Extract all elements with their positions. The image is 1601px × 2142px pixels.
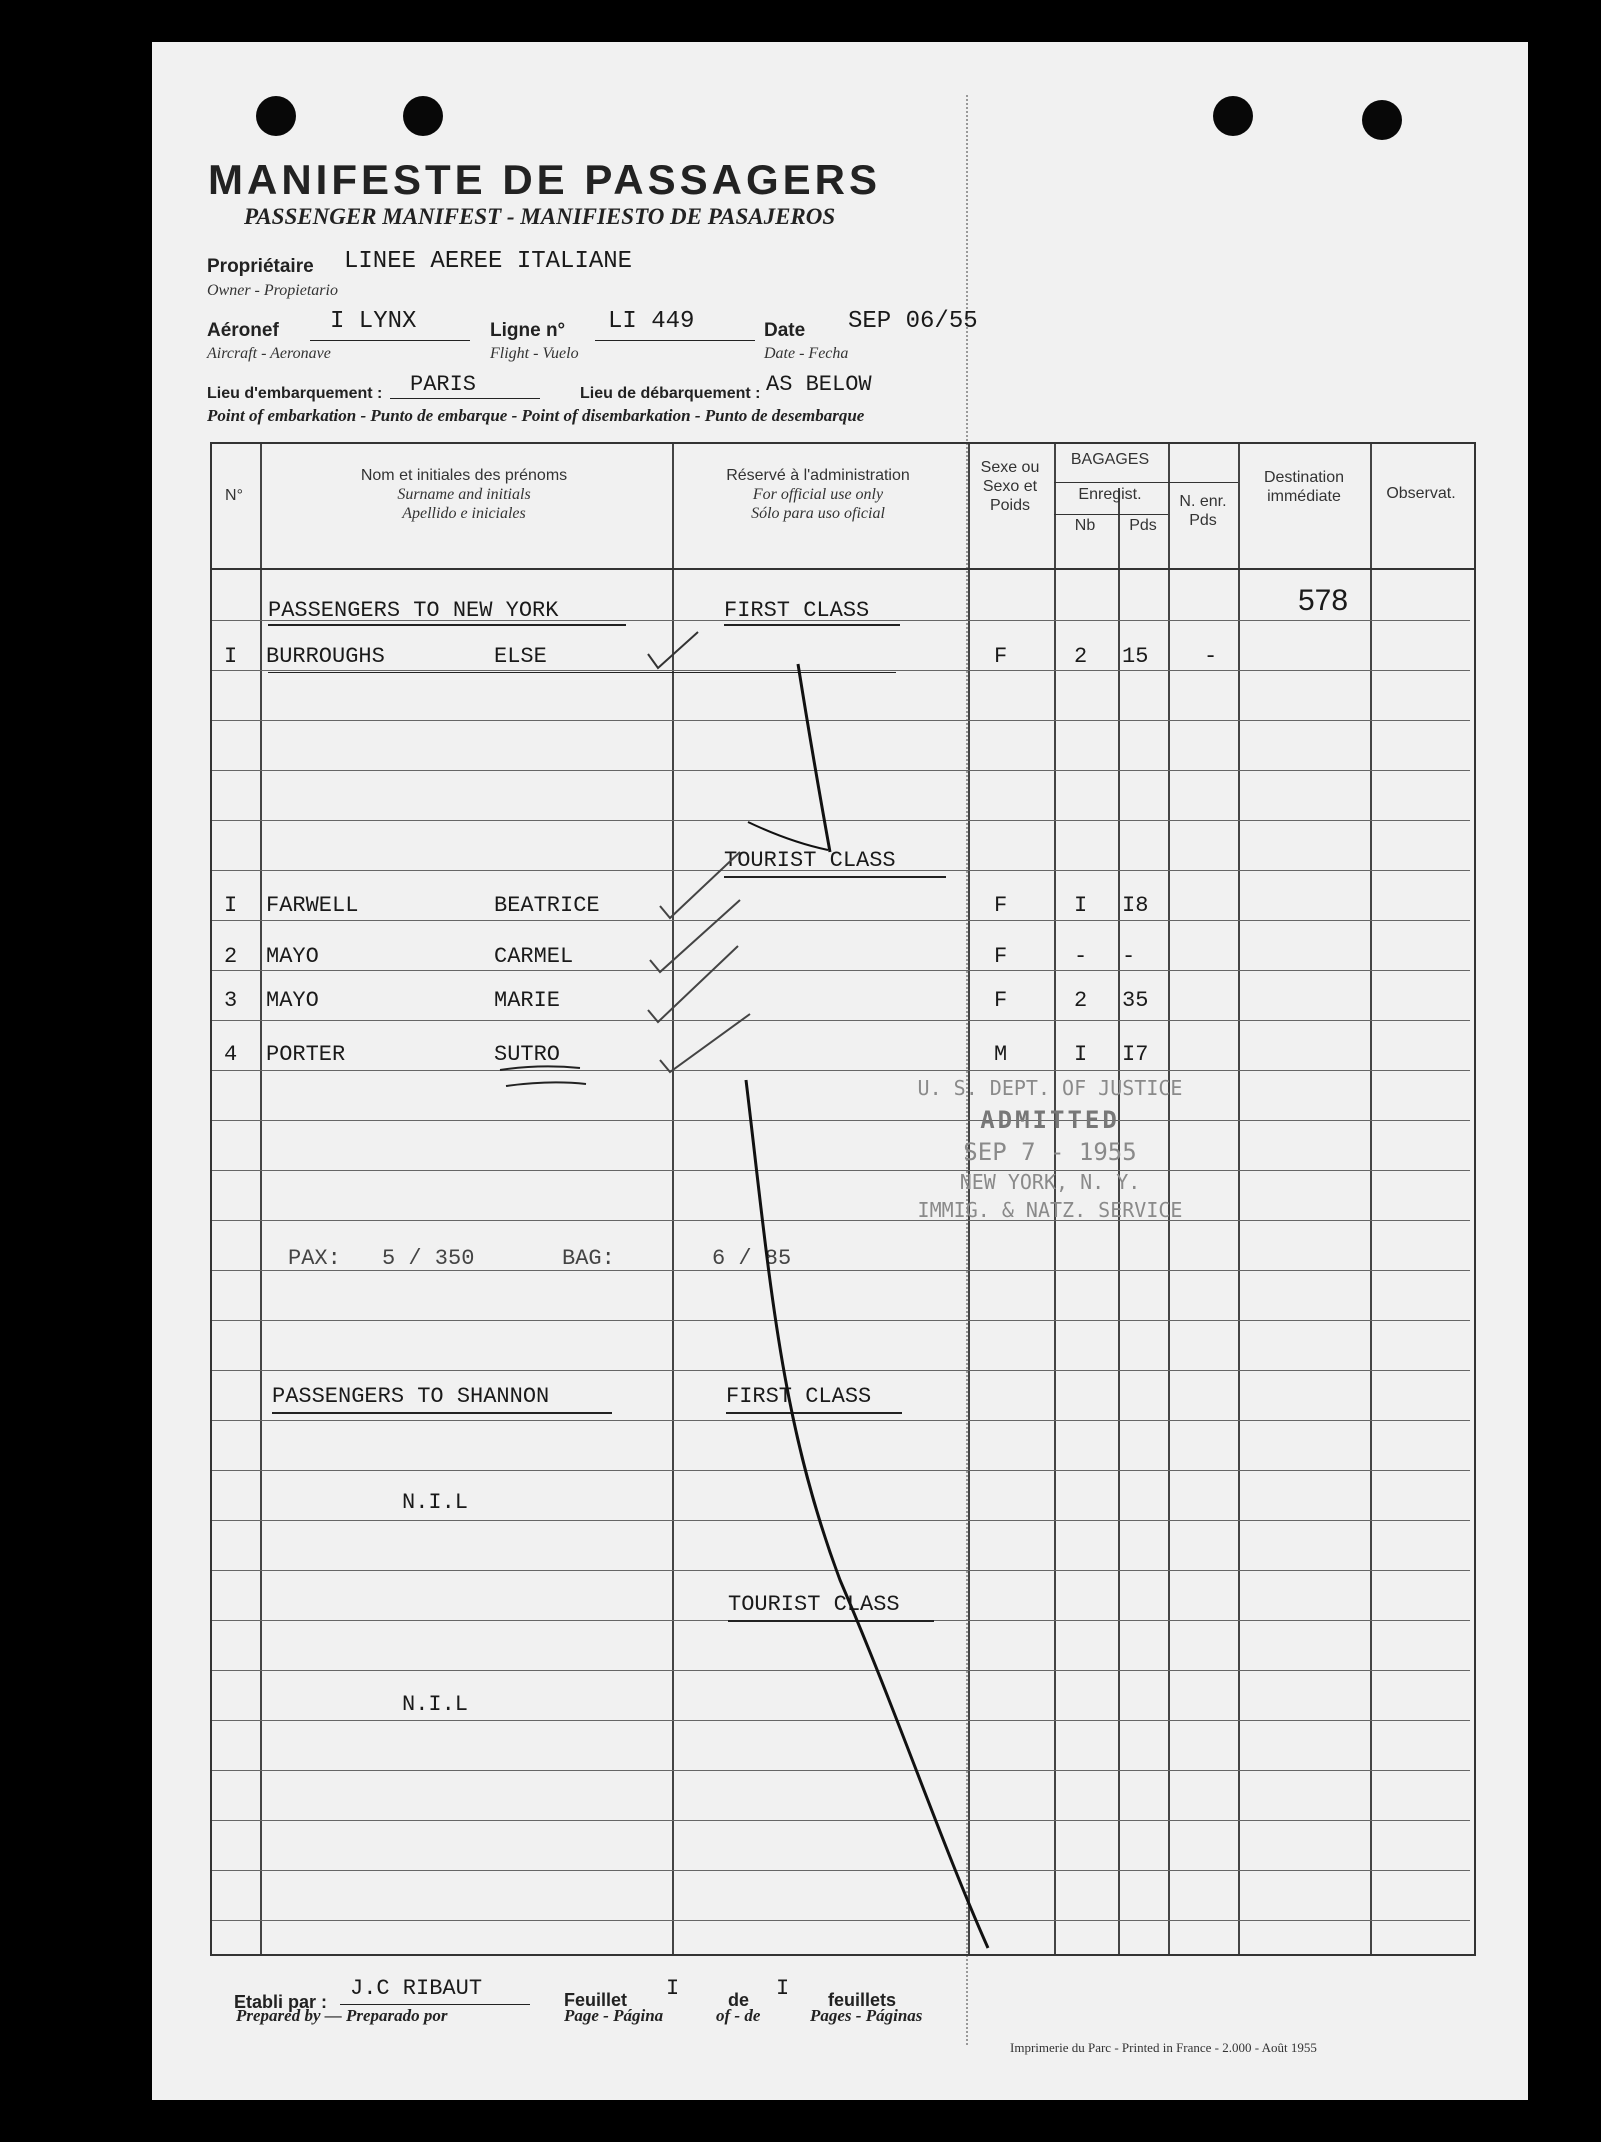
pen-stroke [748,822,828,850]
date-label: Date [764,320,806,341]
owner-label: Propriétaire [207,256,314,277]
first-class-heading: FIRST CLASS [724,598,870,623]
check-mark [660,852,740,918]
passenger-no: 3 [224,988,238,1013]
pax-value: 5 / 350 [382,1246,475,1271]
passenger-first: CARMEL [494,944,574,969]
passenger-no: 2 [224,944,238,969]
passenger-no: 4 [224,1042,238,1067]
stamp-line-5: IMMIG. & NATZ. SERVICE [917,1198,1183,1222]
stamp-line-1: U. S. DEPT. OF JUSTICE [917,1076,1183,1100]
prepared-sublabel: Prepared by — Preparado por [236,2006,448,2025]
header-unreg-label: N. enr. [1179,493,1227,510]
passenger-pds: 35 [1122,988,1149,1013]
of-value: I [776,1976,790,2001]
nil-tourist: N.I.L [402,1692,469,1717]
stamp-line-3: SEP 7 - 1955 [963,1138,1137,1166]
passenger-surname: BURROUGHS [266,644,385,669]
passenger-sex: M [994,1042,1008,1067]
passenger-nb: - [1074,944,1088,969]
header-remarks: Observat. [1386,485,1456,502]
passenger-surname: FARWELL [266,893,359,918]
passenger-nb: 2 [1074,988,1088,1013]
header-unreg-pds: Pds [1189,512,1217,529]
header-name-en: Surname and initials [397,486,531,503]
disembarkation-label: Lieu de débarquement : [580,385,761,402]
page-label: Feuillet [564,1990,628,2010]
passenger-pds: 15 [1122,644,1149,669]
pax-label: PAX: [288,1246,341,1271]
page-value: I [666,1976,680,2001]
page-subtitle: PASSENGER MANIFEST - MANIFIESTO DE PASAJEROS [244,204,836,229]
pen-stroke [798,664,830,852]
header-nb: Nb [1074,517,1096,534]
header-admin-en: For official use only [752,486,884,503]
sheets-label: feuillets [828,1990,897,2010]
printer-note: Imprimerie du Parc - Printed in France - 2.000 - Août 1955 [1010,2040,1317,2055]
aircraft-value: I LYNX [330,308,417,335]
passenger-nb: 2 [1074,644,1088,669]
passenger-sex: F [994,893,1008,918]
page-sublabel: Page - Página [564,2006,664,2025]
aircraft-sublabel: Aircraft - Aeronave [207,345,331,362]
passenger-surname: MAYO [266,944,319,969]
header-name-es: Apellido e iniciales [402,505,526,522]
prepared-underline [340,2004,530,2005]
date-sublabel: Date - Fecha [764,345,849,362]
header-no: N° [225,487,243,504]
of-sublabel: of - de [716,2006,761,2025]
flight-value: LI 449 [608,308,695,335]
passenger-no: I [224,644,238,669]
date-value: SEP 06/55 [848,308,978,335]
stamp-line-4: NEW YORK, N. Y. [959,1170,1141,1194]
check-mark [660,1014,750,1072]
passenger-sex: F [994,988,1008,1013]
passenger-sex: F [994,944,1008,969]
bag-label: BAG: [562,1246,615,1271]
header-destination: Destination immédiate [1263,469,1345,505]
passenger-pds: I8 [1122,893,1149,918]
prepared-value: J.C RIBAUT [350,1976,483,2001]
shannon-heading: PASSENGERS TO SHANNON [272,1384,550,1409]
passenger-surname: PORTER [266,1042,346,1067]
disembarkation-value: AS BELOW [766,372,872,397]
embarkation-label: Lieu d'embarquement : [207,385,383,402]
owner-sublabel: Owner - Propietario [207,282,338,299]
header-registered: Enregist. [1078,486,1142,503]
shannon-tourist-heading: TOURIST CLASS [728,1592,900,1617]
flight-sublabel: Flight - Vuelo [490,345,579,362]
header-name-fr: Nom et initiales des prénoms [360,467,568,484]
passenger-first: BEATRICE [494,893,600,918]
stamp-line-2: ADMITTED [980,1106,1120,1134]
passenger-pds: - [1122,944,1136,969]
check-mark [648,632,698,668]
flight-label: Ligne n° [490,320,566,341]
check-mark [648,946,738,1022]
ny-heading: PASSENGERS TO NEW YORK [268,598,559,623]
passenger-sex: F [994,644,1008,669]
nil-first: N.I.L [402,1490,469,1515]
header-baggage: BAGAGES [1070,451,1150,468]
aircraft-label: Aéronef [207,320,279,341]
page-title: MANIFESTE DE PASSAGERS [208,156,881,203]
underline-stroke [500,1066,586,1086]
header-sex: Sexe ou Sexo et Poids [980,459,1040,514]
passenger-unreg: - [1204,644,1218,669]
passenger-nb: I [1074,1042,1088,1067]
prepared-label: Etabli par : [234,1992,328,2012]
header-pds: Pds [1129,517,1157,534]
passenger-first: MARIE [494,988,561,1013]
tourist-class-heading: TOURIST CLASS [724,848,896,873]
header-admin-es: Sólo para uso oficial [751,505,885,522]
pages-sublabel: Pages - Páginas [810,2006,923,2025]
embarkation-sublabel: Point of embarkation - Punto de embarque - Point of disembarkation - Punto de desembarque [207,406,865,425]
header-admin-fr: Réservé à l'administration [726,467,910,484]
passenger-first: ELSE [494,644,547,669]
passenger-surname: MAYO [266,988,319,1013]
bag-value: 6 / 85 [712,1246,792,1271]
shannon-first-heading: FIRST CLASS [726,1384,872,1409]
owner-value: LINEE AEREE ITALIANE [344,248,633,275]
passenger-nb: I [1074,893,1088,918]
of-label: de [728,1990,750,2010]
embarkation-value: PARIS [410,372,477,397]
pen-stroke [746,1080,988,1948]
passenger-no: I [224,893,238,918]
passenger-pds: I7 [1122,1042,1149,1067]
passenger-first: SUTRO [494,1042,561,1067]
destination-code: 578 [1298,584,1349,617]
